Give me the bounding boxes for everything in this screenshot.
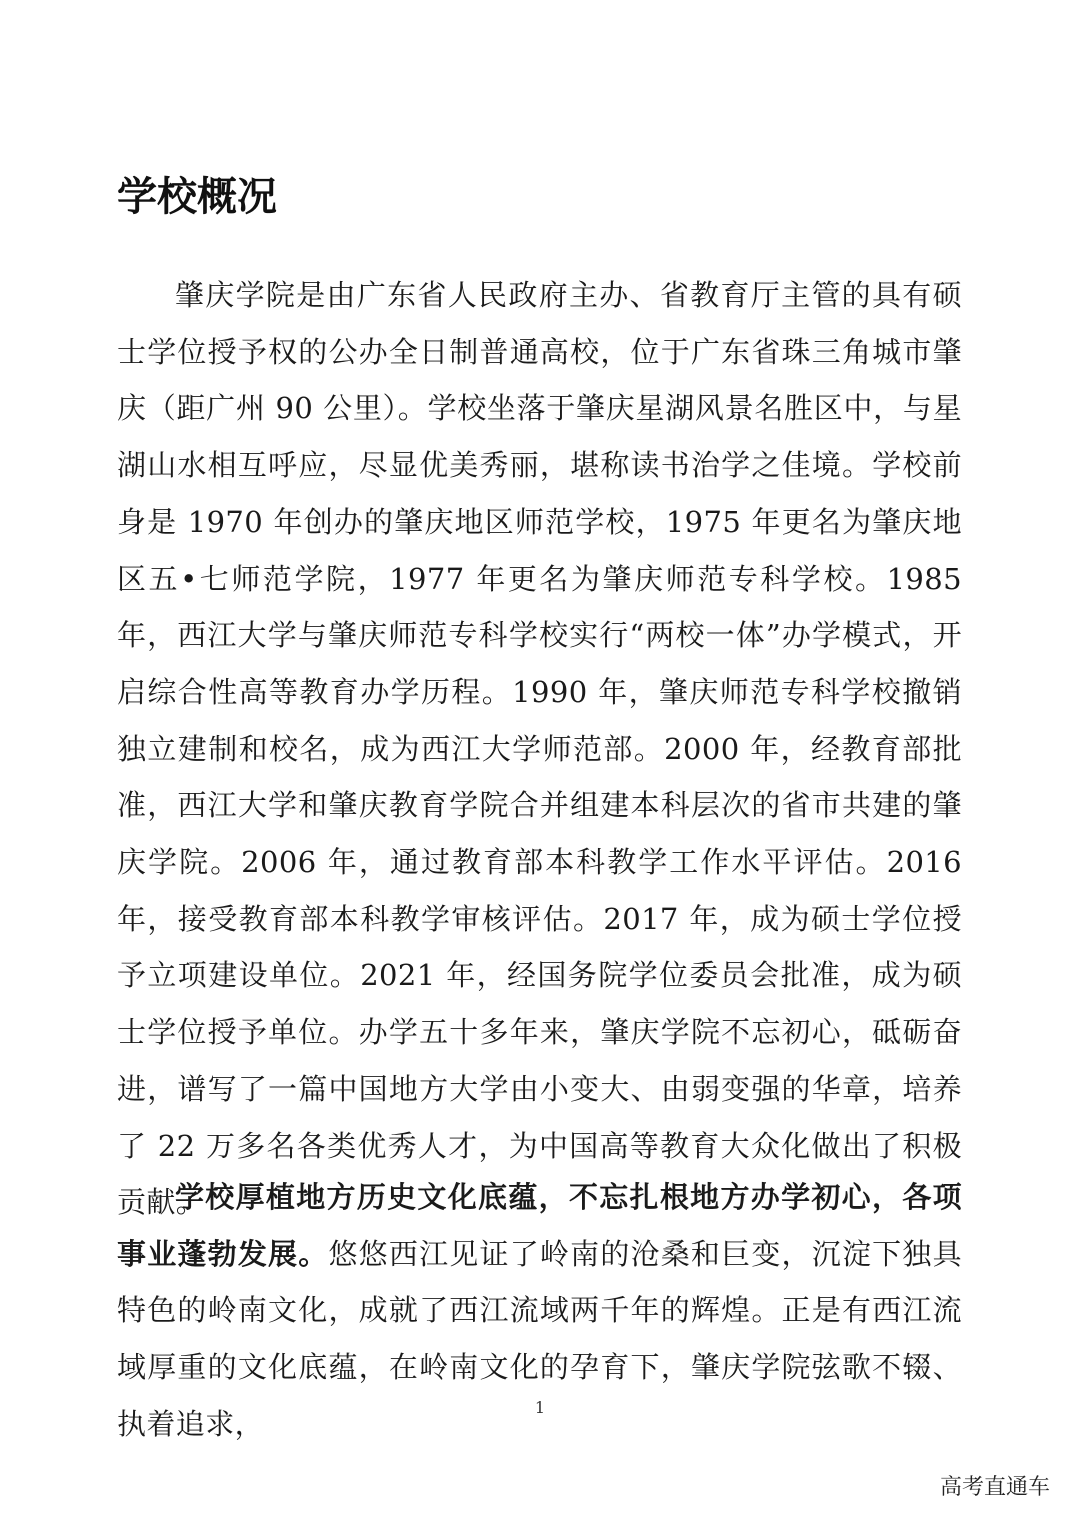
- paragraph-overview: [117, 267, 962, 1231]
- watermark: 高考直通车: [939, 1475, 1050, 1500]
- paragraph-culture-lead: 学校厚植地方历史文化底蕴，不忘扎根地方办学初心，各项事业蓬勃发展。: [117, 1180, 962, 1271]
- paragraph-overview-text: 肇庆学院是由广东省人民政府主办、省教育厅主管的具有硕士学位授予权的公办全日制普通高校，位于广东省珠三角城市肇庆（距广州 90 公里）。学校坐落于肇庆星湖风景名胜区中，与星湖山水相互呼应，尽显优美秀丽，堪称读书治学之佳境。学校前身是 1970 年创办的肇庆地区师范学校，1975 年更名为肇庆地区五•七师范学院，1977 年更名为肇庆师范专科学校。1985 年，西江大学与肇庆师范专科学校实行“两校一体”办学模式，开启综合性高等教育办学历程。1990 年，肇庆师范专科学校撤销独立建制和校名，成为西江大学师范部。2000 年，经教育部批准，西江大学和肇庆教育学院合并组建本科层次的省市共建的肇庆学院。2006 年，通过教育部本科教学工作水平评估。2016 年，接受教育部本科教学审核评估。2017 年，成为硕士学位授予立项建设单位。2021 年，经国务院学位委员会批准，成为硕士学位授予单位。办学五十多年来，肇庆学院不忘初心，砥砺奋进，谱写了一篇中国地方大学由小变大、由弱变强的华章，培养了 22 万多名各类优秀人才，为中国高等教育大众化做出了积极贡献。: [117, 278, 962, 1220]
- paragraph-culture-text: 悠悠西江见证了岭南的沧桑和巨变，沉淀下独具特色的岭南文化，成就了西江流域两千年的辉煌。正是有西江流域厚重的文化底蕴，在岭南文化的孕育下，肇庆学院弦歌不辍、执着追求，: [117, 1236, 962, 1441]
- page-number: 1: [534, 1398, 546, 1417]
- page-title: 学校概况: [117, 174, 277, 220]
